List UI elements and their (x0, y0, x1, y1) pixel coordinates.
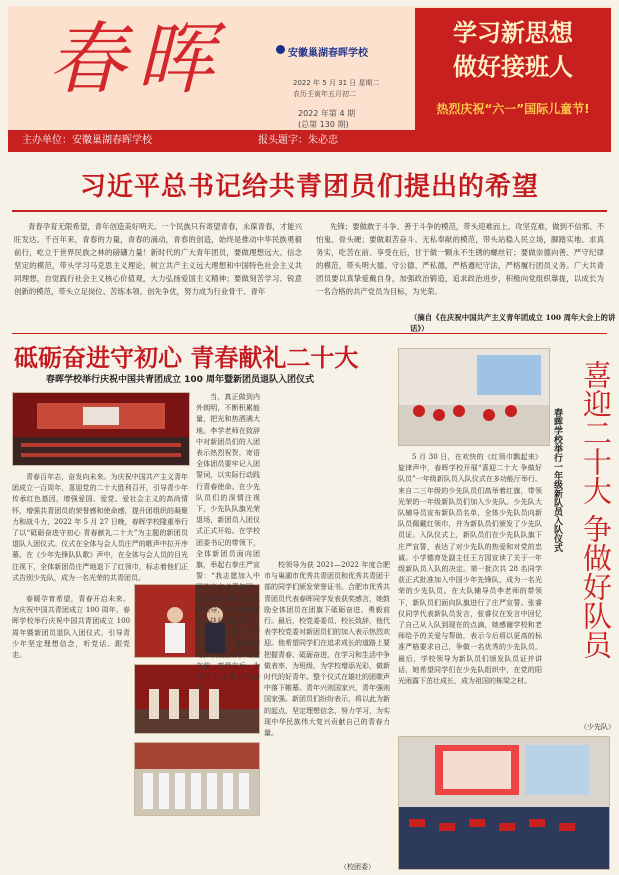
slogan-line-1: 学习新思想 (453, 19, 573, 47)
article1-column-3: 校领导为获 2021—2022 年度合肥市与巢湖市优秀共青团员和优秀共青团干部的同学们颁发荣誉证书。合肥市优秀共青团员代表春晖同学发表获奖感言，她鼓励全体团员在团旗下砥砺奋进、勇毅前行。最后，校党委委员、校长致辞，他代表学校党委对新团员们的加入表示热烈欢迎。他希望同学们在追求成长的道路上要把握青春、砥砺奋进，在学习和生活中争做表率，为班级、为学校增添光彩，做新时代的好青年。整个仪式在雄壮的团歌声中落下帷幕。青年兴则国家兴，青年强则国家强。新团员们纷纷表示，将以此为新的起点，坚定理想信念，努力学习，为实现中华民族伟大复兴贡献自己的青春力量。 (264, 561, 390, 738)
slogan-line-2: 做好接班人 (453, 53, 573, 81)
sponsor-label: 主办单位：安徽巢湖春晖学校 (22, 135, 152, 146)
ceremony-photo (12, 392, 190, 466)
issue-number: 2022 年第 4 期 (298, 109, 356, 118)
masthead (8, 6, 611, 144)
article2-vertical-subhead: 春晖学校举行一年级新队员入队仪式 (552, 408, 562, 552)
slogan-box (415, 8, 611, 144)
first-grade-photo (398, 348, 550, 446)
quote-column-1: 青春孕育无限希望，青年创造美好明天。一个民族只有寄望青春，永葆青春，才能兴旺发达。千百年来，青春的力量，青春的涌动，青春的创造，始终是推动中华民族勇毅前行，屹立于世界民族之林的磅礴力量！新时代的广大青年团员，要做理想远大、信念坚定的模范，带头学习马克思主义理论，树立共产主义远大理想和中国特色社会主义共同理想，自觉践行社会主义核心价值观，大力弘扬爱国主义精神；要做刻苦学习、锐意创新的模范，带头立足岗位、苦练本领、创先争优，努力成为行业骨干、青年 (14, 222, 302, 296)
article1-subhead: 春晖学校举行庆祝中国共青团成立 100 周年暨新团员退队入团仪式 (46, 375, 315, 385)
article2-byline: （少先队） (580, 723, 615, 731)
lunar-date-line: 农历壬寅年五月初二 (293, 90, 356, 98)
article1-column-2: 当，真正做到内外朗明，不断积累能量，把光和热洒满大地。李学老师在致辞中对新团员们的入团表示热烈祝贺，寄语全体团员要牢记入团誓词，以实际行动践行青春使命。在少先队员们的深情注视下，少先队队旗光荣退场，新团员入团仪式正式开始。在学校团委书记的带领下，全体新团员面向团旗，举起右拳庄严宣誓：“我志愿加入中国共产主义青年团，坚决拥护中国共产党的领导，遵守团的章程，执行团的决议，履行团员义务，严守团的纪律，勤奋学习，积极工作，吃苦在前，享受在后，为共产主义事业而奋斗。” (196, 393, 260, 693)
quote-source: （摘自《在庆祝中国共产主义青年团成立 100 周年大会上的讲话》） (410, 313, 616, 333)
article1-byline: （校团委） (340, 863, 375, 871)
pioneer-ceremony-photo (398, 736, 610, 870)
section-divider (12, 333, 607, 334)
date-line: 2022 年 5 月 31 日 星期二 (293, 79, 380, 87)
headline-divider (12, 210, 607, 212)
editor-label: 报头题字：朱必忠 (258, 135, 338, 146)
issue-block (298, 108, 355, 130)
article1-headline: 砥砺奋进守初心 青春献礼二十大 (14, 344, 359, 372)
quote-column-2: 先锋；要做敢于斗争、善于斗争的模范，带头迎难而上、攻坚克难，做到不信邪、不怕鬼、骨头硬；要做艰苦奋斗、无私奉献的模范，带头站稳人民立场，脚踏实地、求真务实，吃苦在前、享受在后，甘于做一颗永不生锈的螺丝钉；要做崇德向善、严守纪律的模范，带头明大德、守公德、严私德，严格遵纪守法，严格履行团员义务。广大共青团员要以真挚爱戴自身，加强政治锻造，追求政治进步，积极向党组织靠拢，以成长为一名合格的共产党员为目标，为光荣。 (316, 222, 604, 296)
group-photo (134, 742, 260, 816)
issue-total: (总第 130 期) (298, 120, 349, 129)
article2-vertical-headline: 喜迎二十大 争做好队员 (579, 360, 613, 660)
article2-column: 5 月 30 日，在欢快的《红领巾飘起来》旋律声中，春晖学校开展“喜迎二十大 争做好队员”一年级新队员入队仪式在多功能厅举行。来自二三年级的少先队员们高举着红旗，带领光荣的一年级新队员们加入少先队。少先队大队辅导员宣布新队员名单，全体少先队员向新队员佩戴红领巾，并为新队员们颁发了少先队员证。入队仪式上，新队员们在少先队队旗下庄严宣誓，表达了对少先队的热爱和对党的忠诚。小学德育处副主任王方园宣读了关于一年级新队员入队的决定。第一批次共 28 名同学获正式批准加入中国少年先锋队，成为一名光荣的少先队员。在大队辅导员李老师的带领下，新队员们面向队旗进行了庄严宣誓。张睿仪同学代表新队员发言，张睿仪在发言中回忆了自己从入队到现在的点滴，她感谢学校和老师给予的关爱与帮助，表示今后将以更高的标准严格要求自己，争做一名优秀的少先队员。最后，学校领导为新队员们颁发队员证并讲话，她希望同学们在少先队组织中，在党的阳光雨露下茁壮成长，成为祖国的栋梁之材。 (398, 453, 542, 686)
childrens-day-banner: 热烈庆祝“六一”国际儿童节! (436, 102, 590, 116)
school-name: 安徽巢湖春晖学校 (288, 48, 368, 59)
info-bar (8, 130, 611, 152)
main-headline: 习近平总书记给共青团员们提出的希望 (79, 172, 539, 202)
masthead-title: 春晖 (48, 15, 225, 105)
article1-column-1b: 春暖孕育希望，青春开启未来。为庆祝中国共青团成立 100 周年，春晖学校举行庆祝中国共青团成立 100 周年暨新团员退队入团仪式，引导青少年坚定理想信念，听党话、跟党走。 (12, 595, 130, 660)
date-block (293, 78, 380, 100)
article1-column-1a: 青春百年志，奋发向未来。为庆祝中国共产主义青年团成立一百周年，喜迎党的二十大胜利召开，引导青少年传承红色基因，增强爱国、爱党、爱社会主义的高尚情怀，增强共青团员的荣誉感和使命感，提升团组织的凝聚力和战斗力，2022 年 5 月 27 日晚，春晖学校隆重举行了以“砥砺奋进守初心 青春献礼二十大”为主题的新团员退队入团仪式。仪式在全体与会人员庄严的歌声中拉开序幕。在《少年先锋队队歌》声中，在全体与会人员的目光注视下，全体新团员庄严地退下了红领巾，标志着他们正式告别少先队，成为一名光荣的共青团员。 (12, 473, 188, 582)
school-logo-icon (276, 45, 285, 54)
